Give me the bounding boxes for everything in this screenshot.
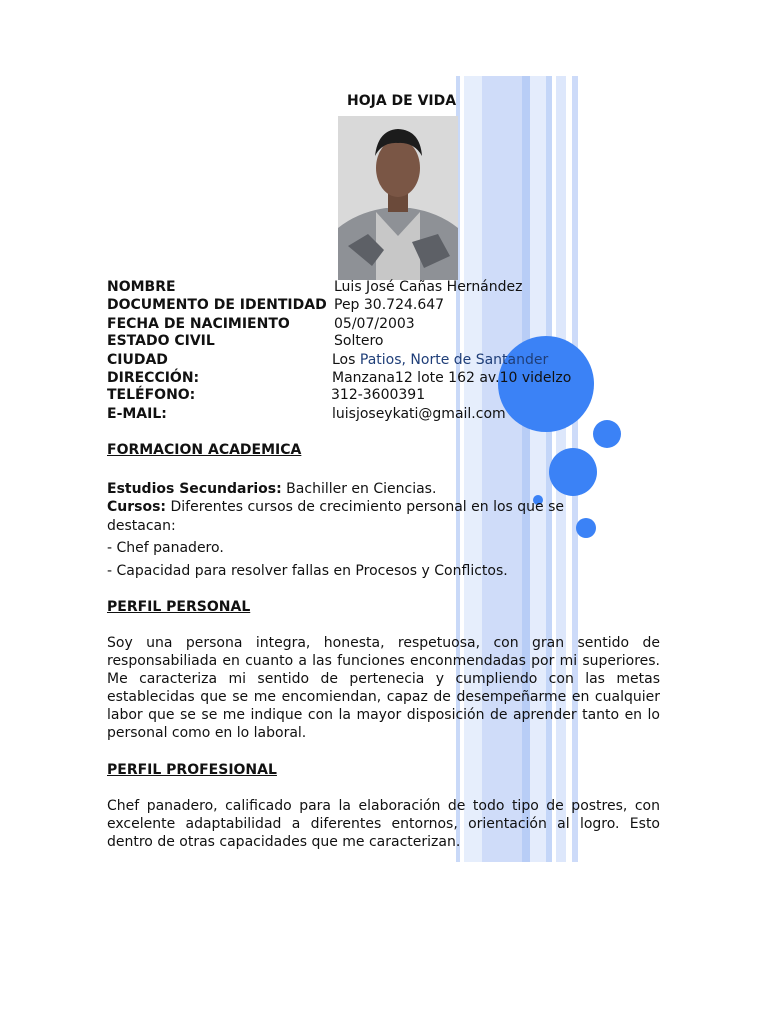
value-ciudad-prefix: Los — [332, 352, 360, 368]
value-ciudad-highlight: Patios, Norte de Santander — [359, 352, 549, 368]
profile-photo — [338, 116, 458, 280]
label-email: E-MAIL: — [107, 406, 167, 422]
value-direccion: Manzana12 lote 162 av.10 videlzo — [332, 370, 572, 386]
estudios-secundarios-label: Estudios Secundarios: — [107, 481, 282, 497]
label-direccion: DIRECCIÓN: — [107, 370, 200, 386]
perfil-profesional-text: Chef panadero, calificado para la elaboración de todo tipo de postres, con excelente adaptabilidad a diferentes entornos, orientación al logro. Esto dentro de otras capacidades que me caracterizan. — [107, 798, 660, 850]
value-telefono: 312-3600391 — [331, 387, 426, 403]
label-ciudad: CIUDAD — [107, 352, 168, 368]
document-title: HOJA DE VIDA — [347, 93, 457, 109]
section-heading-perfil-profesional: PERFIL PROFESIONAL — [107, 762, 277, 778]
value-fecha-nacimiento: 05/07/2003 — [334, 316, 415, 332]
label-fecha-nacimiento: FECHA DE NACIMIENTO — [107, 316, 290, 332]
value-email: luisjoseykati@gmail.com — [332, 406, 506, 422]
cursos-continuation: destacan: — [107, 518, 176, 534]
section-heading-perfil-personal: PERFIL PERSONAL — [107, 599, 251, 615]
value-nombre: Luis José Cañas Hernández — [334, 279, 523, 295]
decorative-circle — [549, 448, 597, 496]
cursos-label: Cursos: — [107, 499, 167, 515]
stripe — [530, 76, 546, 862]
value-documento: Pep 30.724.647 — [334, 297, 445, 313]
stripe — [522, 76, 530, 862]
label-documento: DOCUMENTO DE IDENTIDAD — [107, 297, 327, 313]
portrait-illustration — [338, 116, 458, 280]
value-estado-civil: Soltero — [334, 333, 384, 349]
value-ciudad — [332, 352, 548, 368]
section-heading-formacion: FORMACION ACADEMICA — [107, 442, 302, 458]
label-estado-civil: ESTADO CIVIL — [107, 333, 215, 349]
estudios-secundarios — [107, 481, 436, 497]
stripe — [482, 76, 522, 862]
curso-item: - Chef panadero. — [107, 540, 224, 556]
estudios-secundarios-value: Bachiller en Ciencias. — [281, 481, 437, 497]
label-telefono: TELÉFONO: — [107, 387, 196, 403]
curso-item: - Capacidad para resolver fallas en Procesos y Conflictos. — [107, 563, 508, 579]
cursos — [107, 499, 564, 515]
stripe — [464, 76, 482, 862]
perfil-personal-text: Soy una persona integra, honesta, respetuosa, con gran sentido de responsabiliada en cuanto a las funciones enconmendadas por mi superiores. Me caracteriza mi sentido de pertenecia y cumpliendo con las metas establecidas que se me encomiendan, capaz de desempeñarme en cualquier labor que se se me indique con la mayor disposición de aprender tanto en lo personal como en lo laboral. — [107, 635, 660, 741]
decorative-circle — [576, 518, 596, 538]
label-nombre: NOMBRE — [107, 279, 176, 295]
cursos-value: Diferentes cursos de crecimiento personal en los que se — [166, 499, 564, 515]
decorative-circle — [593, 420, 621, 448]
